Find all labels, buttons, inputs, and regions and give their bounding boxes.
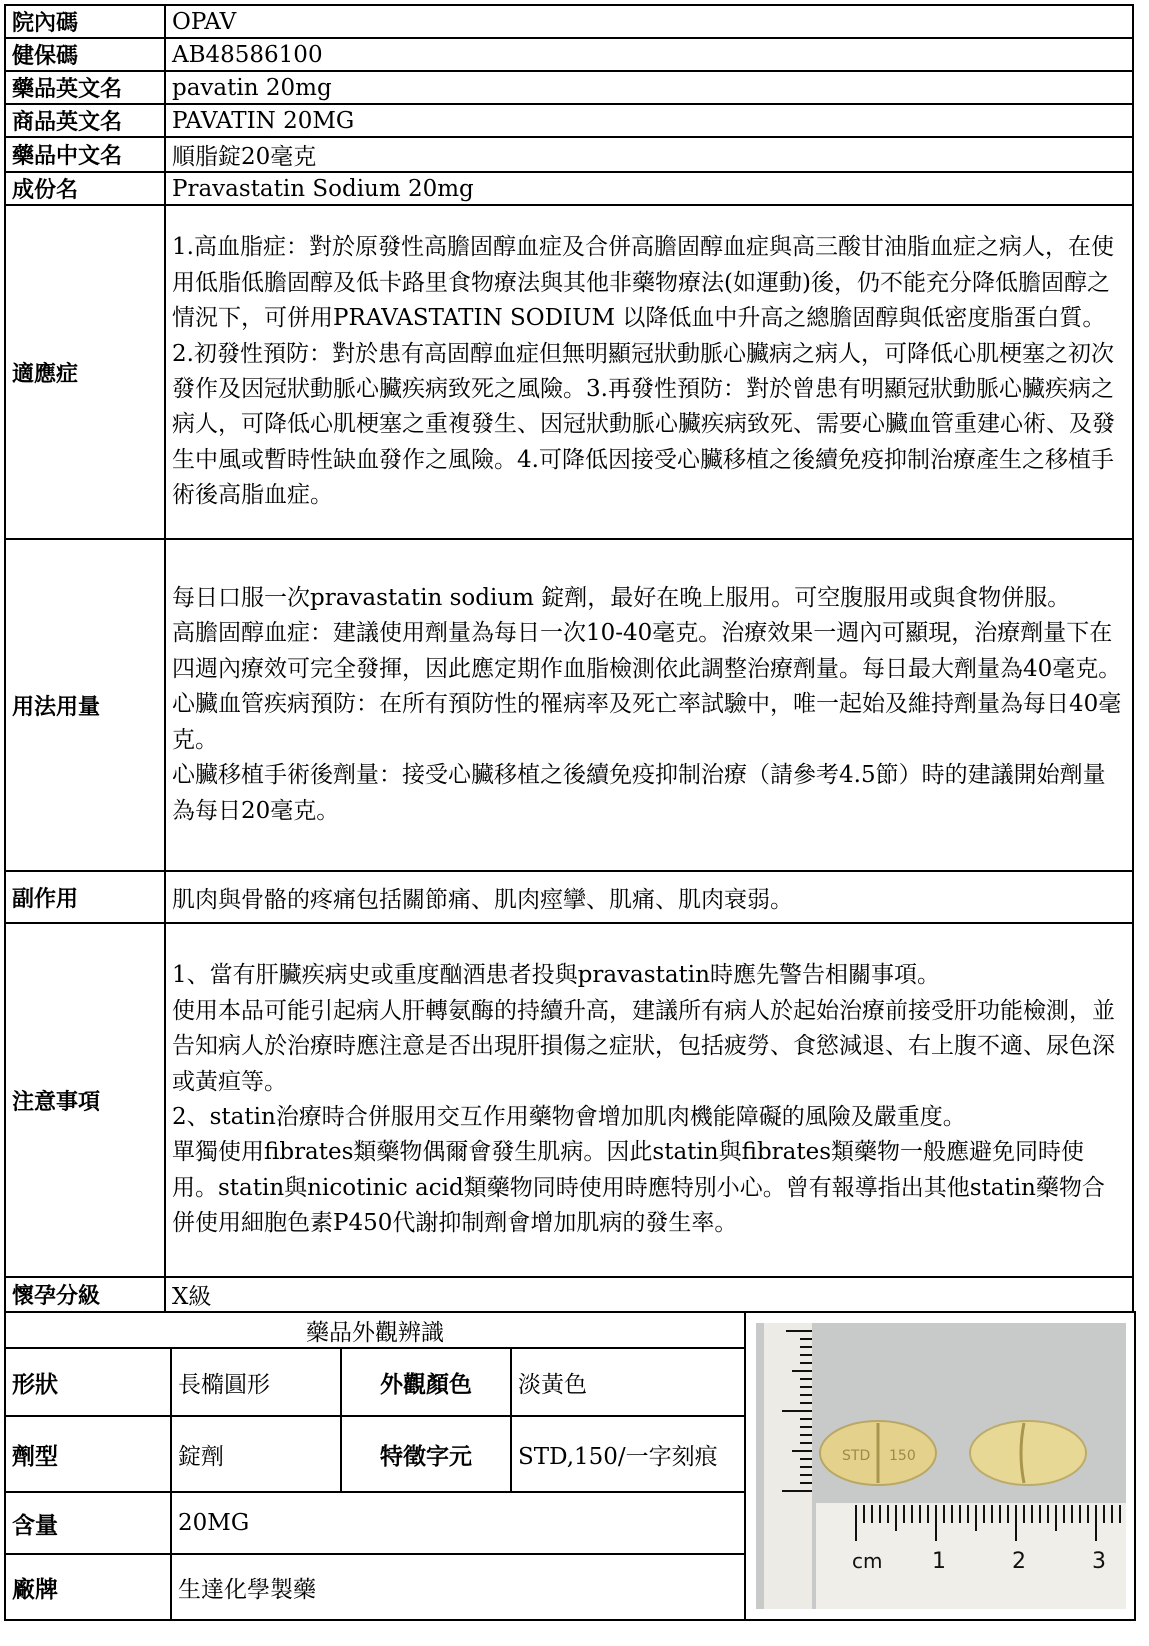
content-label: 含量 [5, 1492, 171, 1554]
precautions-label: 注意事項 [5, 923, 165, 1277]
side-effects-label: 副作用 [5, 871, 165, 923]
precautions-paragraph: 使用本品可能引起病人肝轉氨酶的持續升高，建議所有病人於起始治療前接受肝功能檢測，並告知病人於治療時應注意是否出現肝損傷之症狀，包括疲勞、食慾減退、右上腹不適、尿色深或黃疸等。 [172, 997, 1115, 1095]
tablet-imprint-right: 150 [889, 1448, 916, 1464]
precautions-paragraph: 2、statin治療時合併服用交互作用藥物會增加肌肉機能障礙的風險及嚴重度。 [172, 1104, 966, 1130]
precautions-paragraph: 1、當有肝臟疾病史或重度酗酒患者投與pravastatin時應先警告相關事項。 [172, 962, 940, 989]
maker-label: 廠牌 [5, 1554, 171, 1620]
tablet-back [970, 1421, 1086, 1485]
row-drug-chinese-name [5, 137, 1133, 172]
hospital-code-value: OPAV [165, 5, 1133, 38]
side-effects-value: 肌肉與骨骼的疼痛包括關節痛、肌肉痙攣、肌痛、肌肉衰弱。 [165, 871, 1133, 923]
drug-chinese-name-value: 順脂錠20毫克 [165, 137, 1133, 172]
content-value: 20MG [171, 1492, 745, 1554]
tablet-front [820, 1421, 936, 1485]
tablet-imprint-left: STD [842, 1448, 871, 1464]
form-value: 錠劑 [171, 1416, 341, 1492]
dosage-label: 用法用量 [5, 539, 165, 871]
pregnancy-label: 懷孕分級 [5, 1277, 165, 1312]
pregnancy-value: X級 [165, 1277, 1133, 1312]
color-value: 淡黃色 [511, 1348, 745, 1416]
indication-paragraph: 1.高血脂症：對於原發性高膽固醇血症及合併高膽固醇血症與高三酸甘油脂血症之病人，在使用低脂低膽固醇及低卡路里食物療法與其他非藥物療法(如運動)後，仍不能充分降低膽固醇之情況下，可併用PRAVASTATIN SODIUM 以降低血中升高之總膽固醇與低密度脂蛋白質。2.初發性預防：對於患有高固醇血症但無明顯冠狀動脈心臟病之病人，可降低心肌梗塞之初次發作及因冠狀動脈心臟疾病致死之風險。3.再發性預防：對於曾患有明顯冠狀動脈心臟疾病之病人，可降低心肌梗塞之重複發生、因冠狀動脈心臟疾病致死、需要心臟血管重建心術、及發生中風或暫時性缺血發作之風險。4.可降低因接受心臟移植之後續免疫抑制治療產生之移植手術後高脂血症。 [172, 234, 1115, 509]
drug-info-sheet [4, 4, 1134, 1621]
drug-info-table [4, 4, 1134, 1313]
row-side-effects [5, 871, 1133, 923]
drug-english-name-label: 藥品英文名 [5, 71, 165, 104]
ruler-unit-label: cm [852, 1549, 883, 1573]
color-label: 外觀顏色 [341, 1348, 511, 1416]
form-label: 劑型 [5, 1416, 171, 1492]
brand-english-name-label: 商品英文名 [5, 104, 165, 137]
row-dosage [5, 539, 1133, 871]
tablet-photo [756, 1323, 1126, 1609]
tablet-photo-graphic [756, 1323, 1126, 1609]
appearance-heading-row [5, 1312, 1135, 1348]
row-brand-english-name [5, 104, 1133, 137]
row-pregnancy [5, 1277, 1133, 1312]
drug-english-name-value: pavatin 20mg [165, 71, 1133, 104]
maker-value: 生達化學製藥 [171, 1554, 745, 1620]
marking-value: STD,150/一字刻痕 [511, 1416, 745, 1492]
indication-text [165, 205, 1133, 539]
drug-chinese-name-label: 藥品中文名 [5, 137, 165, 172]
shape-value: 長橢圓形 [171, 1348, 341, 1416]
ruler-tick-label: 2 [1012, 1549, 1026, 1574]
row-ingredient [5, 172, 1133, 205]
nhi-code-label: 健保碼 [5, 38, 165, 71]
marking-label: 特徵字元 [341, 1416, 511, 1492]
brand-english-name-value: PAVATIN 20MG [165, 104, 1133, 137]
dosage-paragraph: 高膽固醇血症：建議使用劑量為每日一次10-40毫克。治療效果一週內可顯現，治療劑量下在四週內療效可完全發揮，因此應定期作血脂檢測依此調整治療劑量。每日最大劑量為40毫克。 [172, 620, 1122, 682]
appearance-heading: 藥品外觀辨識 [5, 1312, 745, 1348]
precautions-text [165, 923, 1133, 1277]
indication-label: 適應症 [5, 205, 165, 539]
hospital-code-label: 院內碼 [5, 5, 165, 38]
ruler-tick-label: 3 [1092, 1549, 1106, 1574]
dosage-paragraph: 每日口服一次pravastatin sodium 錠劑，最好在晚上服用。可空腹服用或與食物併服。 [172, 585, 1071, 612]
precautions-paragraph: 單獨使用fibrates類藥物偶爾會發生肌病。因此statin與fibrates類藥物一般應避免同時使用。statin與nicotinic acid類藥物同時使用時應特別小心。曾有報導指出其他statin藥物合併使用細胞色素P450代謝抑制劑會增加肌病的發生率。 [172, 1139, 1105, 1237]
ingredient-value: Pravastatin Sodium 20mg [165, 172, 1133, 205]
nhi-code-value: AB48586100 [165, 38, 1133, 71]
dosage-paragraph: 心臟血管疾病預防：在所有預防性的罹病率及死亡率試驗中，唯一起始及維持劑量為每日40毫克。 [172, 691, 1122, 753]
row-drug-english-name [5, 71, 1133, 104]
ruler-tick-label: 1 [932, 1549, 946, 1574]
ingredient-label: 成份名 [5, 172, 165, 205]
row-nhi-code [5, 38, 1133, 71]
shape-label: 形狀 [5, 1348, 171, 1416]
dosage-text [165, 539, 1133, 871]
row-precautions [5, 923, 1133, 1277]
row-hospital-code [5, 5, 1133, 38]
tablet-photo-cell [745, 1312, 1135, 1620]
dosage-paragraph: 心臟移植手術後劑量：接受心臟移植之後續免疫抑制治療（請參考4.5節）時的建議開始劑量為每日20毫克。 [172, 762, 1106, 824]
appearance-table [4, 1311, 1136, 1621]
row-indication [5, 205, 1133, 539]
